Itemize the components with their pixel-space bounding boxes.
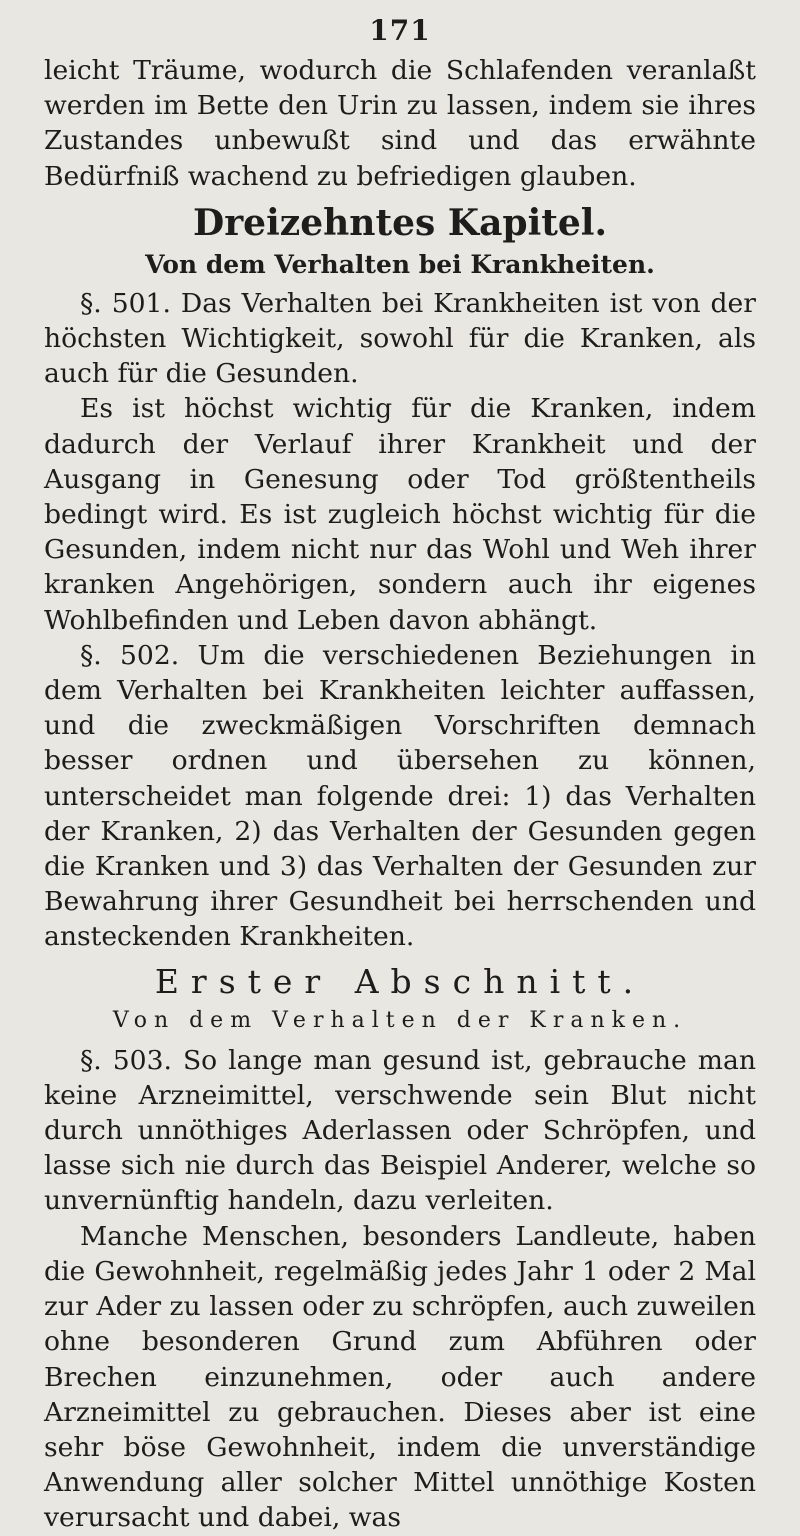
chapter-title: Dreizehntes Kapitel. <box>193 201 607 244</box>
section-subtitle: Von dem Verhalten der Kranken. <box>112 1007 688 1033</box>
section-title: Erster Abschnitt. <box>154 961 646 1001</box>
paragraph-501-continued: Es ist höchst wichtig für die Kranken, indem dadurch der Verlauf ihrer Krankheit und der Ausgang in Genesung oder Tod größtentheils bedingt wird. Es ist zugleich höchst wichtig für die Gesunden, indem nicht nur das Wohl und Weh ihrer kranken Angehörigen, sondern auch ihr eigenes Wohlbefinden und Leben davon abhängt. <box>44 393 756 636</box>
lead-paragraph: leicht Träume, wodurch die Schlafenden veranlaßt werden im Bette den Urin zu lassen, indem sie ihres Zustandes unbewußt sind und das erwähnte Bedürfniß wachend zu befriedigen glauben. <box>44 55 756 192</box>
paragraph-503-continued: Manche Menschen, besonders Landleute, haben die Gewohnheit, regelmäßig jedes Jahr 1 oder 2 Mal zur Ader zu lassen oder zu schröpfen, auch zuweilen ohne besonderen Grund zum Abführen oder Brechen einzunehmen, oder auch andere Arzneimittel zu gebrauchen. Dieses aber ist eine sehr böse Gewohnheit, indem die unverständige Anwendung aller solcher Mittel unnöthige Kosten verursacht und dabei, was <box>44 1220 756 1534</box>
page-number: 171 <box>369 14 431 47</box>
paragraph-503: §. 503. So lange man gesund ist, gebrauche man keine Arzneimittel, verschwende sein Blut nicht durch unnöthiges Aderlassen oder Schröpfen, und lasse sich nie durch das Beispiel Anderer, welche so unvernünftig handeln, dazu verleiten. <box>44 1044 756 1217</box>
chapter-subtitle: Von dem Verhalten bei Krankheiten. <box>145 249 655 279</box>
paragraph-502: §. 502. Um die verschiedenen Beziehungen in dem Verhalten bei Krankheiten leichter auffassen, und die zweckmäßigen Vorschriften demnach besser ordnen und übersehen zu können, unterscheidet man folgende drei: 1) das Verhalten der Kranken, 2) das Verhalten der Gesunden gegen die Kranken und 3) das Verhalten der Gesunden zur Bewahrung ihrer Gesundheit bei herrschenden und ansteckenden Krankheiten. <box>44 639 756 953</box>
paragraph-501: §. 501. Das Verhalten bei Krankheiten ist von der höchsten Wichtigkeit, sowohl für die Kranken, als auch für die Gesunden. <box>44 287 756 390</box>
